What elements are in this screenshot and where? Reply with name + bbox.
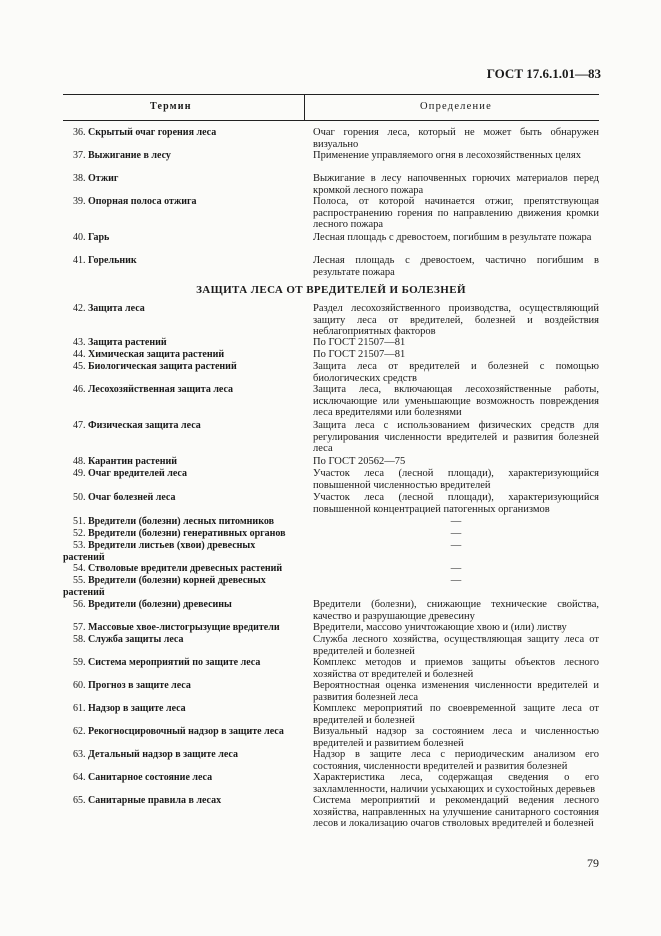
table-row bbox=[0, 599, 661, 622]
table-row bbox=[0, 703, 661, 726]
table-row bbox=[0, 255, 661, 284]
entry-term: 44. Химическая защита растений bbox=[73, 349, 225, 360]
entry-definition: — bbox=[450, 516, 462, 527]
entry-definition: По ГОСТ 20562—75 bbox=[313, 456, 406, 467]
entry-definition: Визуальный надзор за состоянием леса и численностью вредителей и развитием болезней bbox=[313, 726, 599, 749]
table-row bbox=[0, 384, 661, 420]
entry-definition: Комплекс мероприятий по своевременной защите леса от вредителей и болезней bbox=[313, 703, 599, 726]
entry-definition: Участок леса (лесной площади), характеризующийся повышенной концентрацией патогенных организмов bbox=[313, 492, 599, 515]
entry-term: 49. Очаг вредителей леса bbox=[73, 468, 187, 479]
table-row bbox=[0, 303, 661, 337]
entry-term: 62. Рекогносцировочный надзор в защите леса bbox=[73, 726, 284, 737]
table-row bbox=[0, 622, 661, 634]
entry-term: 46. Лесохозяйственная защита леса bbox=[73, 384, 234, 395]
entry-definition: Комплекс методов и приемов защиты объектов лесного хозяйства от вредителей и болезней bbox=[313, 657, 599, 680]
glossary-entries bbox=[0, 127, 661, 843]
entry-definition: Выжигание в лесу напочвенных горючих материалов перед кромкой лесного пожара bbox=[313, 173, 599, 196]
table-row bbox=[0, 657, 661, 680]
column-header-term: Термин bbox=[150, 101, 192, 112]
table-row bbox=[0, 528, 661, 540]
entry-definition: Очаг горения леса, который не может быть обнаружен визуально bbox=[313, 127, 599, 150]
section-title: ЗАЩИТА ЛЕСА ОТ ВРЕДИТЕЛЕЙ И БОЛЕЗНЕЙ bbox=[196, 284, 466, 296]
entry-term: 36. Скрытый очаг горения леса bbox=[73, 127, 217, 138]
entry-definition: Лесная площадь с древостоем, погибшим в результате пожара bbox=[313, 232, 592, 243]
table-row bbox=[0, 795, 661, 843]
entry-definition: Вредители (болезни), снижающие технические свойства, качество и разрушающие древесину bbox=[313, 599, 599, 622]
table-row bbox=[0, 468, 661, 492]
entry-term: 58. Служба защиты леса bbox=[73, 634, 184, 645]
table-row bbox=[0, 726, 661, 749]
table-row bbox=[0, 749, 661, 772]
table-row bbox=[0, 173, 661, 196]
entry-definition: Применение управляемого огня в лесохозяйственных целях bbox=[313, 150, 581, 161]
entry-definition: — bbox=[450, 563, 462, 574]
entry-definition: — bbox=[450, 540, 462, 551]
entry-term: 59. Система мероприятий по защите леса bbox=[73, 657, 261, 668]
entry-definition: — bbox=[450, 528, 462, 539]
entry-term: 48. Карантин растений bbox=[73, 456, 178, 467]
entry-definition: По ГОСТ 21507—81 bbox=[313, 349, 406, 360]
entry-definition: Защита леса, включающая лесохозяйственные работы, исключающие или уменьшающие возможность повреждения леса вредителями или болезнями bbox=[313, 384, 599, 418]
entry-term: 45. Биологическая защита растений bbox=[73, 361, 237, 372]
entry-term: 42. Защита леса bbox=[73, 303, 145, 314]
entry-term: 64. Санитарное состояние леса bbox=[73, 772, 213, 783]
entry-definition: Защита леса от вредителей и болезней с помощью биологических средств bbox=[313, 361, 599, 384]
table-row bbox=[0, 337, 661, 349]
entry-term: 53. Вредители листьев (хвои) древесных растений bbox=[63, 540, 256, 563]
entry-term: 55. Вредители (болезни) корней древесных растений bbox=[63, 575, 266, 598]
entry-definition: Служба лесного хозяйства, осуществляющая защиту леса от вредителей и болезней bbox=[313, 634, 599, 657]
table-row bbox=[0, 150, 661, 173]
entry-definition: По ГОСТ 21507—81 bbox=[313, 337, 406, 348]
page-number: 79 bbox=[587, 856, 599, 870]
entry-term: 52. Вредители (болезни) генеративных органов bbox=[73, 528, 286, 539]
entry-term: 41. Горельник bbox=[73, 255, 137, 266]
entry-definition: Полоса, от которой начинается отжиг, препятствующая распространению горения по направлению движения кромки лесного пожара bbox=[313, 196, 599, 230]
table-row bbox=[0, 492, 661, 516]
table-row bbox=[0, 634, 661, 657]
entry-term: 47. Физическая защита леса bbox=[73, 420, 201, 431]
entry-definition: Вероятностная оценка изменения численности вредителей и развития болезней леса bbox=[313, 680, 599, 703]
entry-definition: Вредители, массово уничтожающие хвою и (или) листву bbox=[313, 622, 567, 633]
entry-term: 54. Стволовые вредители древесных растений bbox=[73, 563, 283, 574]
entry-term: 39. Опорная полоса отжига bbox=[73, 196, 197, 207]
table-row bbox=[0, 680, 661, 703]
section-row bbox=[0, 284, 661, 303]
document-code: ГОСТ 17.6.1.01—83 bbox=[486, 66, 601, 81]
table-row bbox=[0, 127, 661, 150]
table-row bbox=[0, 540, 661, 563]
table-row bbox=[0, 420, 661, 456]
table-row bbox=[0, 456, 661, 468]
entry-term: 56. Вредители (болезни) древесины bbox=[73, 599, 232, 610]
table-header-rule bbox=[63, 120, 599, 121]
table-row bbox=[0, 361, 661, 384]
entry-term: 51. Вредители (болезни) лесных питомников bbox=[73, 516, 274, 527]
entry-definition: Лесная площадь с древостоем, частично погибшим в результате пожара bbox=[313, 255, 599, 278]
entry-term: 40. Гарь bbox=[73, 232, 110, 243]
entry-term: 57. Массовые хвое-листогрызущие вредители bbox=[73, 622, 280, 633]
table-row bbox=[0, 563, 661, 575]
entry-term: 37. Выжигание в лесу bbox=[73, 150, 171, 161]
entry-definition: Система мероприятий и рекомендаций ведения лесного хозяйства, направленных на улучшение санитарного состояния лесов и локализацию очагов стволовых вредителей и болезней bbox=[313, 795, 599, 829]
entry-definition: Надзор в защите леса с периодическим анализом его состояния, численности вредителей и развития болезней bbox=[313, 749, 599, 772]
entry-definition: Защита леса с использованием физических средств для регулирования численности вредителей и развития болезней леса bbox=[313, 420, 599, 454]
table-row bbox=[0, 772, 661, 795]
table-row bbox=[0, 516, 661, 528]
table-row bbox=[0, 232, 661, 255]
entry-definition: — bbox=[450, 575, 462, 586]
entry-term: 60. Прогноз в защите леса bbox=[73, 680, 191, 691]
entry-term: 61. Надзор в защите леса bbox=[73, 703, 186, 714]
entry-term: 43. Защита растений bbox=[73, 337, 167, 348]
table-row bbox=[0, 196, 661, 232]
table-row bbox=[0, 575, 661, 599]
entry-term: 65. Санитарные правила в лесах bbox=[73, 795, 222, 806]
entry-definition: Характеристика леса, содержащая сведения о его захламленности, наличии усыхающих и сухостойных деревьев bbox=[313, 772, 599, 795]
entry-definition: Участок леса (лесной площади), характеризующийся повышенной численностью вредителей bbox=[313, 468, 599, 491]
entry-term: 63. Детальный надзор в защите леса bbox=[73, 749, 238, 760]
column-header-definition: Определение bbox=[420, 101, 492, 112]
entry-term: 38. Отжиг bbox=[73, 173, 119, 184]
table-row bbox=[0, 349, 661, 361]
entry-term: 50. Очаг болезней леса bbox=[73, 492, 176, 503]
entry-definition: Раздел лесохозяйственного производства, осуществляющий защиту леса от вредителей, болезней и воздействия неблагоприятных факторов bbox=[313, 303, 599, 337]
table-top-rule bbox=[63, 94, 599, 95]
